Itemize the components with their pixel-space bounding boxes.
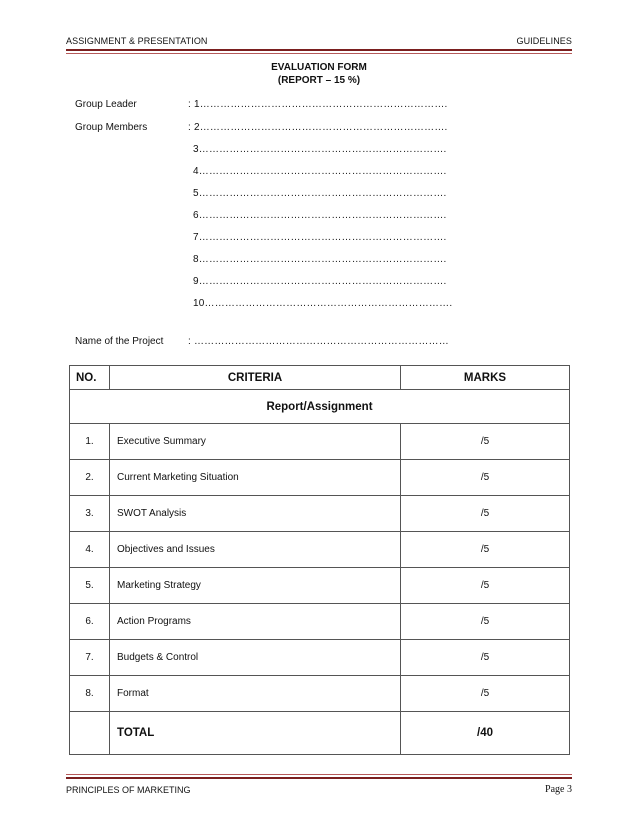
col-header-marks: MARKS bbox=[401, 366, 570, 390]
member-field-8: 8………………………………………………………………. bbox=[193, 254, 447, 265]
member-field-2: : 2………………………………………………………………. bbox=[188, 122, 448, 133]
section-row bbox=[70, 390, 570, 424]
row-marks: /5 bbox=[401, 640, 570, 676]
row-criteria: Action Programs bbox=[110, 604, 401, 640]
row-number: 4. bbox=[70, 532, 110, 568]
header-right: GUIDELINES bbox=[516, 36, 572, 46]
form-subtitle: (REPORT – 15 %) bbox=[277, 75, 361, 86]
total-empty-cell bbox=[70, 712, 110, 755]
row-criteria: Current Marketing Situation bbox=[110, 460, 401, 496]
row-criteria: Format bbox=[110, 676, 401, 712]
footer-left: PRINCIPLES OF MARKETING bbox=[66, 785, 191, 795]
form-title: EVALUATION FORM bbox=[271, 62, 367, 73]
total-label: TOTAL bbox=[110, 712, 401, 755]
member-field-9: 9………………………………………………………………. bbox=[193, 276, 447, 287]
total-marks: /40 bbox=[401, 712, 570, 755]
header-left: ASSIGNMENT & PRESENTATION bbox=[66, 36, 208, 46]
row-marks: /5 bbox=[401, 460, 570, 496]
footer-rule-thin bbox=[66, 774, 572, 775]
row-marks: /5 bbox=[401, 676, 570, 712]
member-field-10: 10………………………………………………………………. bbox=[193, 298, 453, 309]
header-rule-thin bbox=[66, 53, 572, 54]
table-row bbox=[70, 676, 570, 712]
row-criteria: SWOT Analysis bbox=[110, 496, 401, 532]
group-leader-field: : 1………………………………………………………………. bbox=[188, 99, 448, 110]
row-number: 2. bbox=[70, 460, 110, 496]
group-leader-label: Group Leader bbox=[75, 99, 137, 110]
row-marks: /5 bbox=[401, 496, 570, 532]
group-members-label: Group Members bbox=[75, 122, 148, 133]
row-number: 1. bbox=[70, 424, 110, 460]
member-field-7: 7………………………………………………………………. bbox=[193, 232, 447, 243]
page-number: Page 3 bbox=[545, 784, 572, 795]
table-row bbox=[70, 424, 570, 460]
member-field-4: 4………………………………………………………………. bbox=[193, 166, 447, 177]
row-number: 6. bbox=[70, 604, 110, 640]
table-row bbox=[70, 532, 570, 568]
col-header-no: NO. bbox=[70, 366, 110, 390]
table-row bbox=[70, 496, 570, 532]
table-row bbox=[70, 604, 570, 640]
row-marks: /5 bbox=[401, 532, 570, 568]
project-name-label: Name of the Project bbox=[75, 336, 164, 347]
project-name-field: : ………………………………………………………………… bbox=[188, 336, 449, 347]
member-field-6: 6………………………………………………………………. bbox=[193, 210, 447, 221]
criteria-table bbox=[69, 365, 570, 755]
row-number: 8. bbox=[70, 676, 110, 712]
row-criteria: Budgets & Control bbox=[110, 640, 401, 676]
table-row bbox=[70, 568, 570, 604]
row-number: 5. bbox=[70, 568, 110, 604]
member-field-5: 5………………………………………………………………. bbox=[193, 188, 447, 199]
total-row bbox=[70, 712, 570, 755]
row-criteria: Executive Summary bbox=[110, 424, 401, 460]
footer-rule bbox=[66, 777, 572, 779]
table-row bbox=[70, 640, 570, 676]
table-header-row bbox=[70, 366, 570, 390]
row-number: 7. bbox=[70, 640, 110, 676]
row-criteria: Marketing Strategy bbox=[110, 568, 401, 604]
col-header-criteria: CRITERIA bbox=[110, 366, 401, 390]
row-number: 3. bbox=[70, 496, 110, 532]
table-row bbox=[70, 460, 570, 496]
row-criteria: Objectives and Issues bbox=[110, 532, 401, 568]
row-marks: /5 bbox=[401, 604, 570, 640]
row-marks: /5 bbox=[401, 424, 570, 460]
member-field-3: 3………………………………………………………………. bbox=[193, 144, 447, 155]
section-title: Report/Assignment bbox=[70, 390, 570, 424]
header-rule bbox=[66, 49, 572, 51]
row-marks: /5 bbox=[401, 568, 570, 604]
